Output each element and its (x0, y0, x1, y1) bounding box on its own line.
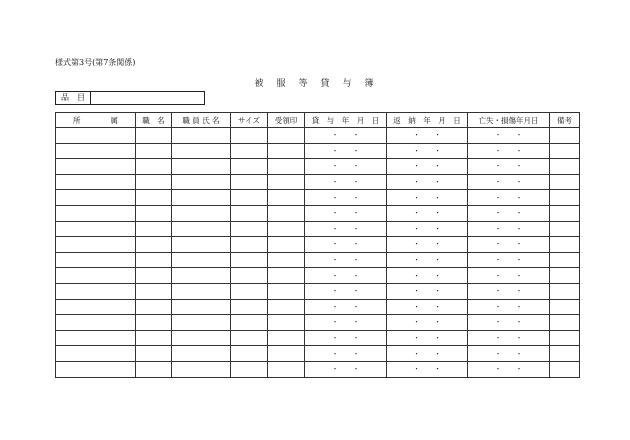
date-placeholder: ・ ・ (413, 287, 441, 296)
cell-return-date[interactable] (387, 252, 468, 268)
cell-size[interactable] (231, 252, 268, 268)
cell-remarks[interactable] (550, 174, 580, 190)
cell-remarks[interactable] (550, 128, 580, 144)
date-placeholder: ・ ・ (331, 146, 360, 155)
cell-employee-name[interactable] (172, 159, 231, 175)
table-row (56, 315, 580, 331)
cell-receipt-seal[interactable] (268, 174, 305, 190)
cell-receipt-seal[interactable] (268, 315, 305, 331)
cell-affiliation[interactable] (56, 346, 136, 362)
cell-affiliation[interactable] (56, 252, 136, 268)
cell-return-date[interactable] (387, 268, 468, 284)
cell-affiliation[interactable] (56, 361, 136, 377)
date-placeholder: ・ ・ (494, 302, 523, 311)
date-placeholder: ・ ・ (413, 224, 441, 233)
cell-receipt-seal[interactable] (268, 190, 305, 206)
cell-receipt-seal[interactable] (268, 346, 305, 362)
cell-affiliation[interactable] (56, 315, 136, 331)
cell-remarks[interactable] (550, 283, 580, 299)
date-placeholder: ・ ・ (494, 349, 523, 358)
cell-employee-name[interactable] (172, 346, 231, 362)
cell-receipt-seal[interactable] (268, 221, 305, 237)
cell-size[interactable] (231, 268, 268, 284)
cell-loan-date[interactable] (305, 221, 387, 237)
cell-employee-name[interactable] (172, 205, 231, 221)
cell-loan-date[interactable] (305, 283, 387, 299)
cell-receipt-seal[interactable] (268, 361, 305, 377)
cell-return-date[interactable] (387, 128, 468, 144)
cell-affiliation[interactable] (56, 128, 136, 144)
cell-loan-date[interactable] (305, 346, 387, 362)
cell-employee-name[interactable] (172, 221, 231, 237)
cell-return-date[interactable] (387, 237, 468, 253)
cell-return-date[interactable] (387, 205, 468, 221)
cell-remarks[interactable] (550, 330, 580, 346)
cell-return-date[interactable] (387, 159, 468, 175)
date-placeholder: ・ ・ (494, 209, 523, 218)
date-placeholder: ・ ・ (494, 178, 523, 187)
cell-loss-date[interactable] (468, 205, 550, 221)
table-row (56, 143, 580, 159)
date-placeholder: ・ ・ (331, 365, 360, 374)
cell-loss-date[interactable] (468, 159, 550, 175)
cell-receipt-seal[interactable] (268, 128, 305, 144)
cell-receipt-seal[interactable] (268, 299, 305, 315)
date-placeholder: ・ ・ (494, 224, 523, 233)
cell-loan-date[interactable] (305, 143, 387, 159)
table-row (56, 237, 580, 253)
cell-loss-date[interactable] (468, 190, 550, 206)
table-row (56, 252, 580, 268)
cell-size[interactable] (231, 159, 268, 175)
cell-loss-date[interactable] (468, 346, 550, 362)
cell-size[interactable] (231, 361, 268, 377)
header-size: サイズ (231, 113, 268, 128)
cell-remarks[interactable] (550, 268, 580, 284)
cell-return-date[interactable] (387, 330, 468, 346)
cell-affiliation[interactable] (56, 159, 136, 175)
cell-size[interactable] (231, 346, 268, 362)
cell-remarks[interactable] (550, 237, 580, 253)
table-row (56, 159, 580, 175)
cell-job-title[interactable] (136, 330, 172, 346)
item-field (55, 91, 205, 105)
date-placeholder: ・ ・ (413, 240, 441, 249)
cell-loss-date[interactable] (468, 252, 550, 268)
cell-loss-date[interactable] (468, 128, 550, 144)
cell-receipt-seal[interactable] (268, 283, 305, 299)
header-return-date: 返 納 年 月 日 (387, 113, 468, 128)
cell-size[interactable] (231, 221, 268, 237)
cell-size[interactable] (231, 237, 268, 253)
cell-remarks[interactable] (550, 159, 580, 175)
cell-remarks[interactable] (550, 190, 580, 206)
header-receipt-seal: 受領印 (268, 113, 305, 128)
table-row (56, 205, 580, 221)
cell-employee-name[interactable] (172, 283, 231, 299)
cell-job-title[interactable] (136, 361, 172, 377)
cell-receipt-seal[interactable] (268, 268, 305, 284)
cell-employee-name[interactable] (172, 237, 231, 253)
date-placeholder: ・ ・ (331, 224, 360, 233)
cell-employee-name[interactable] (172, 174, 231, 190)
table-row (56, 190, 580, 206)
cell-return-date[interactable] (387, 299, 468, 315)
cell-loss-date[interactable] (468, 143, 550, 159)
cell-loan-date[interactable] (305, 268, 387, 284)
header-remarks: 備考 (550, 113, 580, 128)
cell-employee-name[interactable] (172, 190, 231, 206)
cell-employee-name[interactable] (172, 268, 231, 284)
cell-loan-date[interactable] (305, 128, 387, 144)
cell-employee-name[interactable] (172, 330, 231, 346)
cell-loan-date[interactable] (305, 330, 387, 346)
header-employee-name: 職 員 氏 名 (172, 113, 231, 128)
cell-loss-date[interactable] (468, 174, 550, 190)
date-placeholder: ・ ・ (331, 271, 360, 280)
table-row (56, 299, 580, 315)
cell-remarks[interactable] (550, 221, 580, 237)
cell-employee-name[interactable] (172, 252, 231, 268)
cell-employee-name[interactable] (172, 315, 231, 331)
cell-job-title[interactable] (136, 237, 172, 253)
cell-size[interactable] (231, 315, 268, 331)
cell-remarks[interactable] (550, 143, 580, 159)
date-placeholder: ・ ・ (331, 256, 360, 265)
cell-affiliation[interactable] (56, 299, 136, 315)
date-placeholder: ・ ・ (413, 146, 441, 155)
cell-return-date[interactable] (387, 346, 468, 362)
cell-job-title[interactable] (136, 205, 172, 221)
cell-employee-name[interactable] (172, 361, 231, 377)
date-placeholder: ・ ・ (331, 334, 360, 343)
cell-size[interactable] (231, 174, 268, 190)
loan-ledger-table (55, 112, 580, 378)
cell-receipt-seal[interactable] (268, 252, 305, 268)
cell-affiliation[interactable] (56, 330, 136, 346)
cell-loss-date[interactable] (468, 330, 550, 346)
cell-receipt-seal[interactable] (268, 330, 305, 346)
cell-size[interactable] (231, 205, 268, 221)
cell-job-title[interactable] (136, 299, 172, 315)
cell-remarks[interactable] (550, 361, 580, 377)
cell-receipt-seal[interactable] (268, 143, 305, 159)
header-affiliation: 所 属 (56, 113, 136, 128)
cell-affiliation[interactable] (56, 237, 136, 253)
date-placeholder: ・ ・ (413, 334, 441, 343)
cell-size[interactable] (231, 143, 268, 159)
form-title: 被 服 等 貸 与 簿 (254, 79, 376, 89)
cell-loss-date[interactable] (468, 299, 550, 315)
date-placeholder: ・ ・ (331, 131, 360, 140)
cell-job-title[interactable] (136, 221, 172, 237)
cell-receipt-seal[interactable] (268, 205, 305, 221)
cell-receipt-seal[interactable] (268, 237, 305, 253)
date-placeholder: ・ ・ (494, 287, 523, 296)
header-loss-date: 亡失・損傷年月日 (468, 113, 550, 128)
cell-job-title[interactable] (136, 283, 172, 299)
cell-loan-date[interactable] (305, 174, 387, 190)
cell-size[interactable] (231, 128, 268, 144)
header-row (56, 113, 580, 128)
cell-loan-date[interactable] (305, 361, 387, 377)
date-placeholder: ・ ・ (331, 209, 360, 218)
cell-return-date[interactable] (387, 174, 468, 190)
cell-loss-date[interactable] (468, 237, 550, 253)
date-placeholder: ・ ・ (331, 302, 360, 311)
table-row (56, 128, 580, 144)
cell-return-date[interactable] (387, 143, 468, 159)
cell-size[interactable] (231, 283, 268, 299)
date-placeholder: ・ ・ (494, 256, 523, 265)
date-placeholder: ・ ・ (494, 365, 523, 374)
form-number: 様式第3号(第7条関係) (55, 58, 136, 67)
cell-size[interactable] (231, 190, 268, 206)
date-placeholder: ・ ・ (413, 209, 441, 218)
table-row (56, 174, 580, 190)
cell-remarks[interactable] (550, 205, 580, 221)
cell-job-title[interactable] (136, 143, 172, 159)
date-placeholder: ・ ・ (413, 193, 441, 202)
cell-remarks[interactable] (550, 252, 580, 268)
cell-affiliation[interactable] (56, 174, 136, 190)
table-row (56, 283, 580, 299)
date-placeholder: ・ ・ (494, 162, 523, 171)
date-placeholder: ・ ・ (331, 349, 360, 358)
cell-loss-date[interactable] (468, 361, 550, 377)
table-row (56, 361, 580, 377)
cell-loss-date[interactable] (468, 315, 550, 331)
cell-employee-name[interactable] (172, 128, 231, 144)
cell-loan-date[interactable] (305, 237, 387, 253)
cell-affiliation[interactable] (56, 143, 136, 159)
table-row (56, 268, 580, 284)
date-placeholder: ・ ・ (331, 193, 360, 202)
cell-affiliation[interactable] (56, 205, 136, 221)
date-placeholder: ・ ・ (331, 240, 360, 249)
date-placeholder: ・ ・ (413, 162, 441, 171)
date-placeholder: ・ ・ (413, 349, 441, 358)
cell-return-date[interactable] (387, 221, 468, 237)
date-placeholder: ・ ・ (413, 178, 441, 187)
cell-loss-date[interactable] (468, 283, 550, 299)
date-placeholder: ・ ・ (413, 302, 441, 311)
item-input[interactable] (91, 92, 204, 104)
date-placeholder: ・ ・ (494, 146, 523, 155)
cell-remarks[interactable] (550, 315, 580, 331)
cell-loan-date[interactable] (305, 205, 387, 221)
cell-return-date[interactable] (387, 361, 468, 377)
cell-loan-date[interactable] (305, 159, 387, 175)
table-row (56, 221, 580, 237)
date-placeholder: ・ ・ (494, 240, 523, 249)
date-placeholder: ・ ・ (494, 318, 523, 327)
date-placeholder: ・ ・ (331, 287, 360, 296)
cell-affiliation[interactable] (56, 268, 136, 284)
cell-remarks[interactable] (550, 346, 580, 362)
date-placeholder: ・ ・ (331, 178, 360, 187)
cell-employee-name[interactable] (172, 143, 231, 159)
cell-loan-date[interactable] (305, 315, 387, 331)
date-placeholder: ・ ・ (413, 318, 441, 327)
cell-job-title[interactable] (136, 190, 172, 206)
cell-size[interactable] (231, 330, 268, 346)
cell-remarks[interactable] (550, 299, 580, 315)
cell-job-title[interactable] (136, 346, 172, 362)
cell-job-title[interactable] (136, 174, 172, 190)
cell-loan-date[interactable] (305, 252, 387, 268)
date-placeholder: ・ ・ (331, 162, 360, 171)
cell-employee-name[interactable] (172, 299, 231, 315)
date-placeholder: ・ ・ (413, 365, 441, 374)
header-job-title: 職 名 (136, 113, 172, 128)
date-placeholder: ・ ・ (413, 271, 441, 280)
date-placeholder: ・ ・ (494, 193, 523, 202)
cell-loan-date[interactable] (305, 190, 387, 206)
cell-loss-date[interactable] (468, 268, 550, 284)
cell-affiliation[interactable] (56, 221, 136, 237)
date-placeholder: ・ ・ (494, 271, 523, 280)
cell-job-title[interactable] (136, 252, 172, 268)
cell-return-date[interactable] (387, 283, 468, 299)
date-placeholder: ・ ・ (413, 131, 441, 140)
cell-job-title[interactable] (136, 159, 172, 175)
cell-job-title[interactable] (136, 315, 172, 331)
item-label: 品 目 (56, 92, 91, 104)
cell-affiliation[interactable] (56, 190, 136, 206)
cell-affiliation[interactable] (56, 283, 136, 299)
table-row (56, 346, 580, 362)
cell-receipt-seal[interactable] (268, 159, 305, 175)
cell-job-title[interactable] (136, 268, 172, 284)
cell-loan-date[interactable] (305, 299, 387, 315)
cell-size[interactable] (231, 299, 268, 315)
date-placeholder: ・ ・ (413, 256, 441, 265)
header-loan-date: 貸 与 年 月 日 (305, 113, 387, 128)
cell-return-date[interactable] (387, 190, 468, 206)
table-row (56, 330, 580, 346)
date-placeholder: ・ ・ (494, 131, 523, 140)
cell-loss-date[interactable] (468, 221, 550, 237)
cell-job-title[interactable] (136, 128, 172, 144)
cell-return-date[interactable] (387, 315, 468, 331)
date-placeholder: ・ ・ (331, 318, 360, 327)
date-placeholder: ・ ・ (494, 334, 523, 343)
